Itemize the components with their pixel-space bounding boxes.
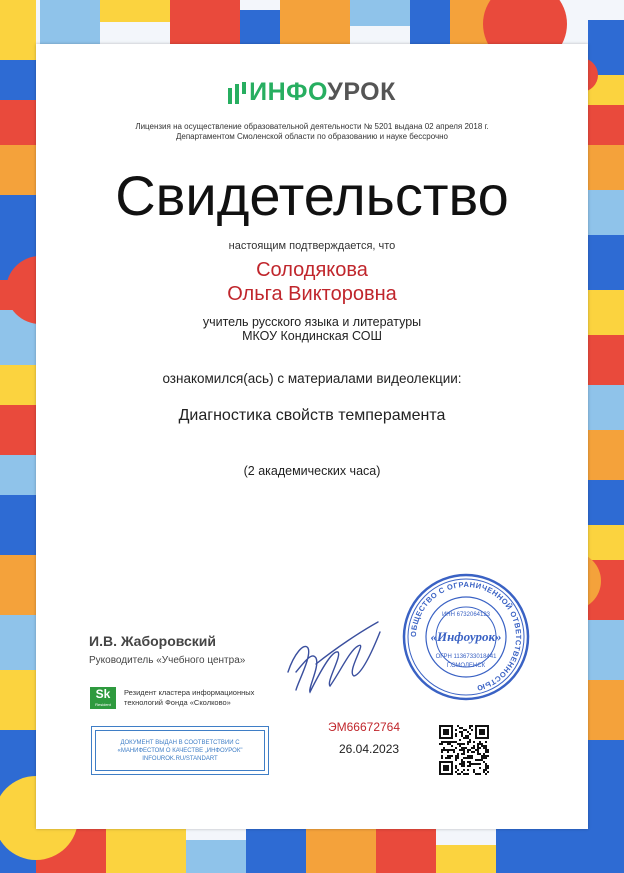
recipient-first-name: Ольга Викторовна bbox=[227, 283, 397, 305]
handwritten-signature bbox=[276, 602, 386, 702]
official-stamp bbox=[401, 572, 531, 702]
quality-standard-box bbox=[91, 726, 269, 775]
signer-name: И.В. Жаборовский bbox=[89, 633, 217, 649]
logo-suffix: УРОК bbox=[327, 78, 396, 106]
logo-mark-icon bbox=[228, 82, 246, 104]
stamp-center-text: «Инфоурок» bbox=[430, 629, 502, 644]
infourok-logo bbox=[36, 78, 588, 109]
skolkovo-resident-text bbox=[124, 688, 274, 708]
recipient-surname: Солодякова bbox=[256, 259, 368, 281]
skolkovo-badge-text: Sk bbox=[95, 687, 111, 701]
confirmation-text: настоящим подтверждается, что bbox=[228, 240, 396, 252]
standard-line-2: «МАНИФЕСТОМ О КАЧЕСТВЕ „ИНФОУРОК" bbox=[117, 747, 243, 754]
license-line-2: Департаментом Смоленской области по образованию и науке бессрочно bbox=[175, 132, 449, 141]
stamp-ogrn: ОГРН 1136733018441 bbox=[435, 654, 497, 660]
skolkovo-line-1: Резидент кластера информационных bbox=[124, 688, 255, 697]
skolkovo-logo bbox=[90, 687, 116, 709]
standard-line-1: ДОКУМЕНТ ВЫДАН В СООТВЕТСТВИИ С bbox=[120, 739, 240, 746]
logo-prefix: ИНФО bbox=[249, 78, 328, 106]
recipient-position bbox=[36, 315, 588, 343]
course-intro: ознакомился(ась) с материалами видеолекции: bbox=[162, 371, 462, 386]
certificate-date: 26.04.2023 bbox=[339, 742, 400, 756]
recipient-name bbox=[36, 258, 588, 306]
license-text bbox=[36, 122, 588, 142]
skolkovo-badge-sub: Resident bbox=[95, 702, 111, 707]
certificate-number: ЭМ66672764 bbox=[328, 720, 401, 734]
certificate-title: Свидетельство bbox=[115, 164, 509, 227]
recipient-job: учитель русского языка и литературы bbox=[202, 315, 422, 329]
course-hours: (2 академических часа) bbox=[243, 464, 381, 478]
license-line-1: Лицензия на осуществление образовательной деятельности № 5201 выдана 02 апреля 2018 г. bbox=[135, 122, 489, 131]
signer-role: Руководитель «Учебного центра» bbox=[89, 655, 246, 666]
qr-code-icon[interactable] bbox=[439, 725, 489, 775]
stamp-city: Г.СМОЛЕНСК bbox=[446, 663, 486, 669]
stamp-inn: ИНН 6732064123 bbox=[441, 612, 491, 618]
skolkovo-line-2: технологий Фонда «Сколково» bbox=[124, 698, 231, 707]
course-title: Диагностика свойств темперамента bbox=[178, 407, 446, 424]
certificate-paper bbox=[36, 44, 588, 829]
stamp-ring-text: ОБЩЕСТВО С ОГРАНИЧЕННОЙ ОТВЕТСТВЕННОСТЬЮ bbox=[408, 579, 524, 693]
recipient-school: МКОУ Кондинская СОШ bbox=[242, 329, 382, 343]
standard-link[interactable]: INFOUROK.RU/STANDART bbox=[142, 755, 218, 762]
